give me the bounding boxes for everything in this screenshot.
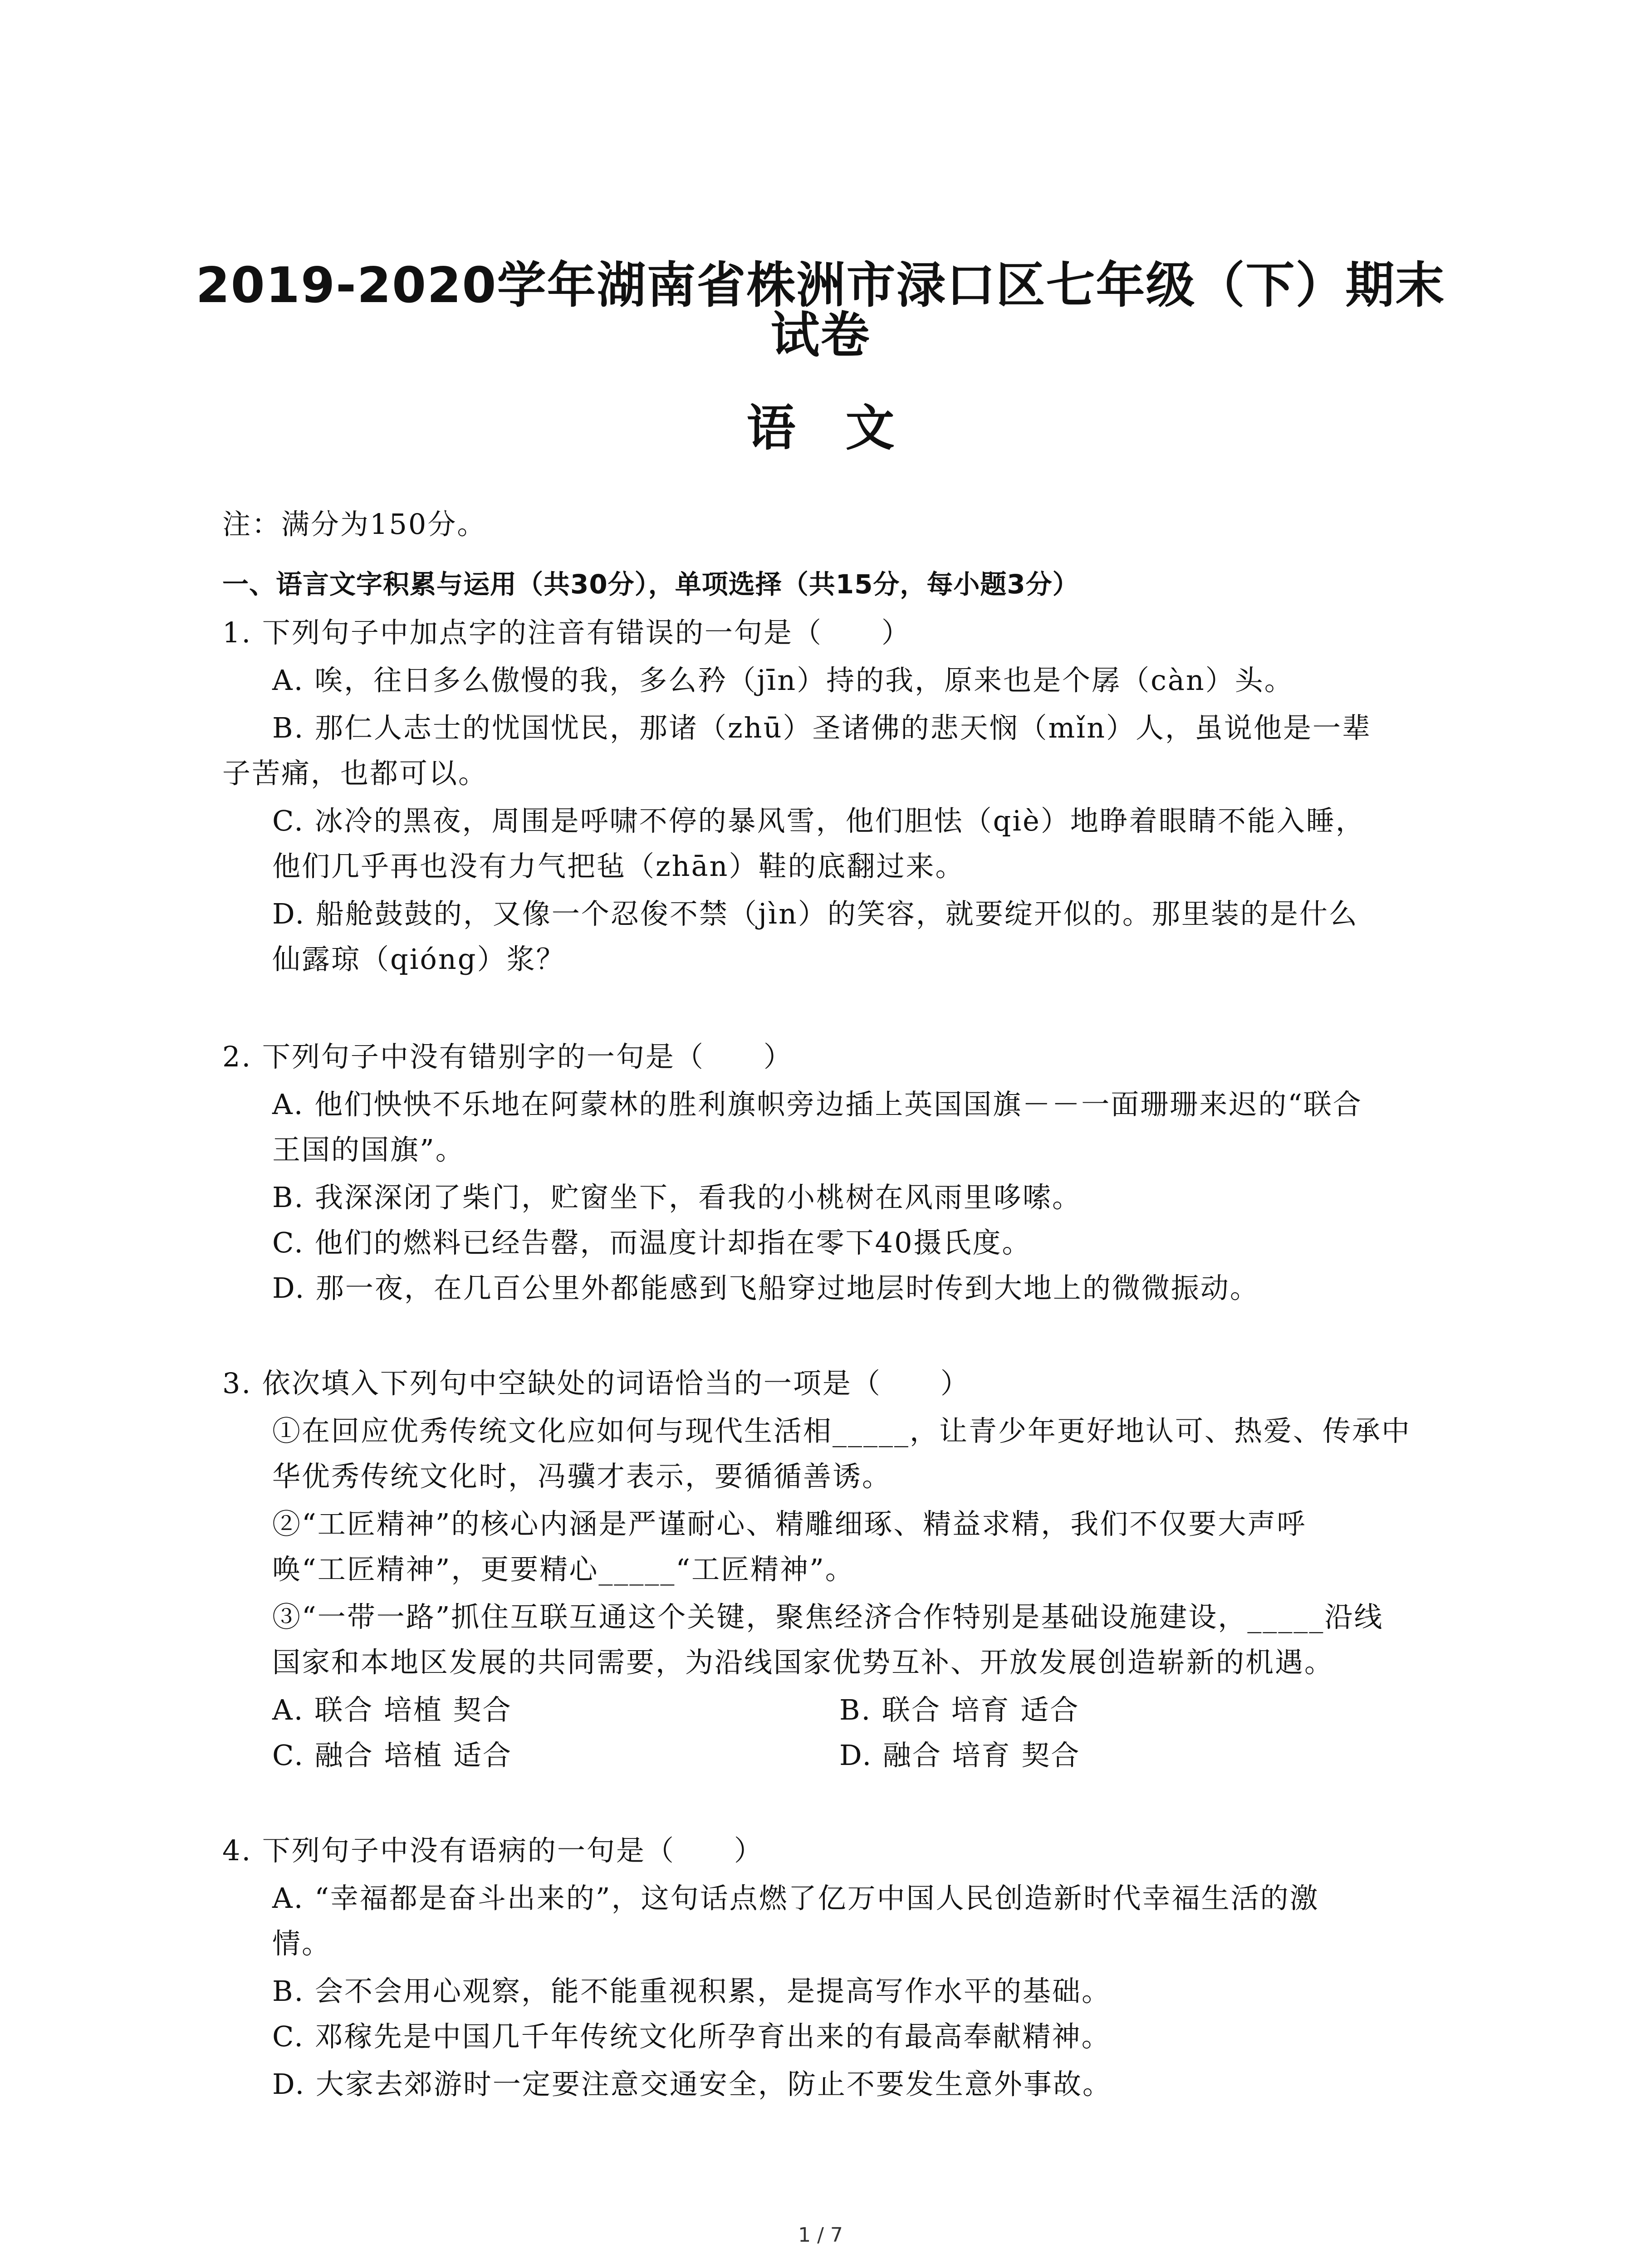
page-number: 1 / 7 bbox=[798, 2224, 843, 2247]
question-3-option-a: A. 联合 培植 契合 bbox=[272, 1693, 512, 1726]
question-4-stem: 4. 下列句子中没有语病的一句是（ ） bbox=[222, 1834, 764, 1867]
question-3-option-c: C. 融合 培植 适合 bbox=[272, 1739, 513, 1772]
question-4-option-d: D. 大家去郊游时一定要注意交通安全，防止不要发生意外事故。 bbox=[272, 2068, 1112, 2101]
section-heading: 一、语言文字积累与运用（共30分），单项选择（共15分，每小题3分） bbox=[222, 569, 1079, 600]
exam-title-line1: 2019-2020学年湖南省株洲市渌口区七年级（下）期末 bbox=[196, 257, 1445, 314]
question-1-option-d-cont: 仙露琼（qióng）浆？ bbox=[272, 943, 566, 976]
question-2-option-c: C. 他们的燃料已经告罄，而温度计却指在零下40摄氏度。 bbox=[272, 1226, 1032, 1259]
question-3-sentence-2: ②“工匠精神”的核心内涵是严谨耐心、精雕细琢、精益求精，我们不仅要大声呼 bbox=[272, 1507, 1307, 1540]
question-3-option-b: B. 联合 培育 适合 bbox=[839, 1693, 1080, 1726]
question-1-stem: 1. 下列句子中加点字的注音有错误的一句是（ ） bbox=[222, 616, 911, 649]
question-4-option-a-cont: 情。 bbox=[272, 1927, 332, 1960]
question-4-option-c: C. 邓稼先是中国几千年传统文化所孕育出来的有最高奉献精神。 bbox=[272, 2020, 1111, 2053]
question-3-sentence-1: ①在回应优秀传统文化应如何与现代生活相_____，让青少年更好地认可、热爱、传承中 bbox=[272, 1414, 1411, 1447]
question-1-option-a: A. 唉，往日多么傲慢的我，多么矜（jīn）持的我，原来也是个孱（càn）头。 bbox=[272, 664, 1294, 697]
question-3-sentence-2-cont: 唤“工匠精神”，更要精心_____“工匠精神”。 bbox=[272, 1553, 855, 1586]
question-1-option-c: C. 冰冷的黑夜，周围是呼啸不停的暴风雪，他们胆怯（qiè）地睁着眼睛不能入睡， bbox=[272, 804, 1365, 837]
question-4-option-a: A. “幸福都是奋斗出来的”，这句话点燃了亿万中国人民创造新时代幸福生活的激 bbox=[272, 1882, 1319, 1915]
exam-title-line2: 试卷 bbox=[770, 307, 871, 364]
question-1-option-c-cont: 他们几乎再也没有力气把毡（zhān）鞋的底翻过来。 bbox=[272, 850, 965, 883]
question-2-stem: 2. 下列句子中没有错别字的一句是（ ） bbox=[222, 1040, 793, 1073]
question-3-option-d: D. 融合 培育 契合 bbox=[839, 1739, 1081, 1772]
question-4-option-b: B. 会不会用心观察，能不能重视积累，是提高写作水平的基础。 bbox=[272, 1975, 1111, 2008]
question-3-sentence-3-cont: 国家和本地区发展的共同需要，为沿线国家优势互补、开放发展创造崭新的机遇。 bbox=[272, 1646, 1334, 1679]
question-1-option-b: B. 那仁人志士的忧国忧民，那诸（zhū）圣诸佛的悲天悯（mǐn）人，虽说他是一辈 bbox=[272, 711, 1372, 744]
question-3-sentence-1-cont: 华优秀传统文化时，冯骥才表示，要循循善诱。 bbox=[272, 1460, 892, 1493]
subject-char-1: 语 bbox=[746, 400, 796, 457]
question-1-option-b-cont: 子苦痛，也都可以。 bbox=[222, 757, 488, 790]
question-2-option-a: A. 他们怏怏不乐地在阿蒙林的胜利旗帜旁边插上英国国旗－－一面珊珊来迟的“联合 bbox=[272, 1088, 1362, 1121]
question-3-sentence-3: ③“一带一路”抓住互联互通这个关键，聚焦经济合作特别是基础设施建设，_____沿线 bbox=[272, 1600, 1384, 1633]
question-1-option-d: D. 船舱鼓鼓的，又像一个忍俊不禁（jìn）的笑容，就要绽开似的。那里装的是什么 bbox=[272, 897, 1358, 930]
question-2-option-a-cont: 王国的国旗”。 bbox=[272, 1133, 465, 1166]
subject-heading bbox=[181, 399, 1460, 458]
question-2-option-d: D. 那一夜，在几百公里外都能感到飞船穿过地层时传到大地上的微微振动。 bbox=[272, 1271, 1259, 1305]
question-3-stem: 3. 依次填入下列句中空缺处的词语恰当的一项是（ ） bbox=[222, 1367, 970, 1400]
question-2-option-b: B. 我深深闭了柴门，贮窗坐下，看我的小桃树在风雨里哆嗦。 bbox=[272, 1181, 1082, 1214]
score-note: 注：满分为150分。 bbox=[222, 508, 487, 541]
subject-char-2: 文 bbox=[845, 400, 895, 457]
